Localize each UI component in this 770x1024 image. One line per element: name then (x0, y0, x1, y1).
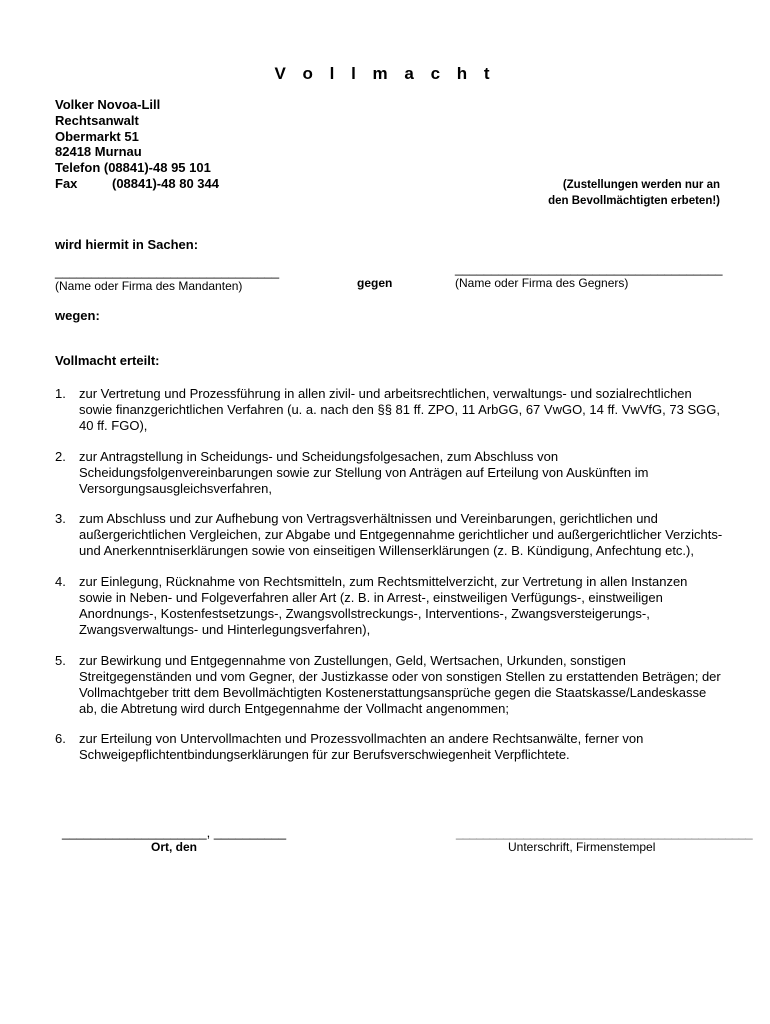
powers-list (55, 386, 723, 778)
item-number: 3. (55, 511, 66, 527)
item-text: zur Erteilung von Untervollmachten und Prozessvollmachten an andere Rechtsanwälte, ferner von Schweigepflichtentbindungserklärungen für zur Berufsverschwiegenheit Verpflichtete. (79, 731, 644, 763)
opponent-name-line[interactable]: _____________________________________ (455, 261, 723, 276)
item-number: 2. (55, 448, 66, 464)
sender-fax (55, 176, 219, 192)
delivery-note (548, 178, 720, 209)
client-caption: (Name oder Firma des Mandanten) (55, 279, 243, 293)
document-title: V o l l m a c h t (274, 64, 496, 83)
client-name-line[interactable]: _______________________________ (55, 264, 280, 279)
sender-street: Obermarkt 51 (55, 128, 139, 144)
sender-city: 82418 Murnau (55, 144, 142, 160)
opponent-caption: (Name oder Firma des Gegners) (455, 276, 629, 290)
place-date-caption: Ort, den (151, 840, 198, 854)
granted-label: Vollmacht erteilt: (55, 353, 160, 368)
list-item (55, 386, 723, 434)
list-item (55, 511, 723, 559)
item-number: 1. (55, 386, 66, 401)
fax-number: (08841)-48 80 344 (112, 175, 219, 191)
item-number: 4. (55, 574, 66, 590)
item-text: zur Antragstellung in Scheidungs- und Scheidungsfolgesachen, zum Abschluss von Scheidungsfolgenvereinbarungen sowie zur Stellung von Anträgen auf Erteilung von Auskünften im Versorgungsausgleichsverfahren, (79, 448, 649, 496)
item-text: zur Vertretung und Prozessführung in allen zivil- und arbeitsrechtlichen, verwaltungs- und sozialrechtlichen sowie finanzgerichtlichen Verfahren (u. a. nach den §§ 81 ff. ZPO, 11 ArbGG, 67 VwGO, 14 ff. VwVfG, 73 SGG, 40 ff. FGO), (79, 386, 720, 433)
place-date-line[interactable]: ____________________, __________ (62, 825, 287, 840)
sender-profession: Rechtsanwalt (55, 112, 139, 128)
sender-phone: Telefon (08841)-48 95 101 (55, 160, 211, 176)
regarding-label: wegen: (55, 308, 100, 323)
signature-caption: Unterschrift, Firmenstempel (508, 840, 656, 854)
item-text: zur Einlegung, Rücknahme von Rechtsmitteln, zum Rechtsmittelverzicht, zur Vertretung in allen Instanzen sowie in Neben- und Folgeverfahren aller Art (z. B. in Arrest-, einstweiligen Verfügungs-, einstweiligen Anordnungs-, Kostenfestsetzungs-, Zwangsvollstreckungs-, Interventions-, Zwangsversteigerungs-, Zwangsverwaltungs- und Hinterlegungsverfahren), (79, 574, 688, 637)
matter-label: wird hiermit in Sachen: (55, 237, 199, 252)
delivery-note-line2: den Bevollmächtigten erbeten!) (548, 194, 720, 207)
fax-label: Fax (55, 175, 78, 191)
list-item (55, 653, 723, 717)
list-item (55, 731, 723, 763)
item-number: 5. (55, 652, 66, 668)
sender-name: Volker Novoa-Lill (55, 97, 161, 112)
delivery-note-line1: (Zustellungen werden nur an (562, 179, 720, 191)
item-text: zum Abschluss und zur Aufhebung von Vertragsverhältnissen und Vereinbarungen, gerichtlichen und außergerichtlichen Vergleichen, zur Abgabe und Entgegennahme gerichtlicher und außergerichtlicher Verzichts- und Anerkenntniserklärungen sowie von einseitigen Willenserklärungen (z. B. Kündigung, Anfechtung etc.), (79, 511, 723, 559)
item-number: 6. (55, 731, 66, 747)
list-item (55, 449, 723, 497)
sender-block (55, 97, 219, 192)
item-text: zur Bewirkung und Entgegennahme von Zustellungen, Geld, Wertsachen, Urkunden, sonstigen Streitgegenständen und vom Gegner, der Justizkasse oder von sonstigen Stellen zu erstattenden Beträgen; der Vollmachtgeber tritt dem Bevollmächtigten Kostenerstattungsansprüche gegen die Staatskasse/Landeskasse ab, die Abtretung wird durch Entgegennahme der Vollmacht angenommen; (79, 652, 721, 716)
list-item (55, 574, 723, 638)
versus-label: gegen (357, 276, 393, 290)
signature-line[interactable]: ____________________________________________ (456, 825, 753, 840)
